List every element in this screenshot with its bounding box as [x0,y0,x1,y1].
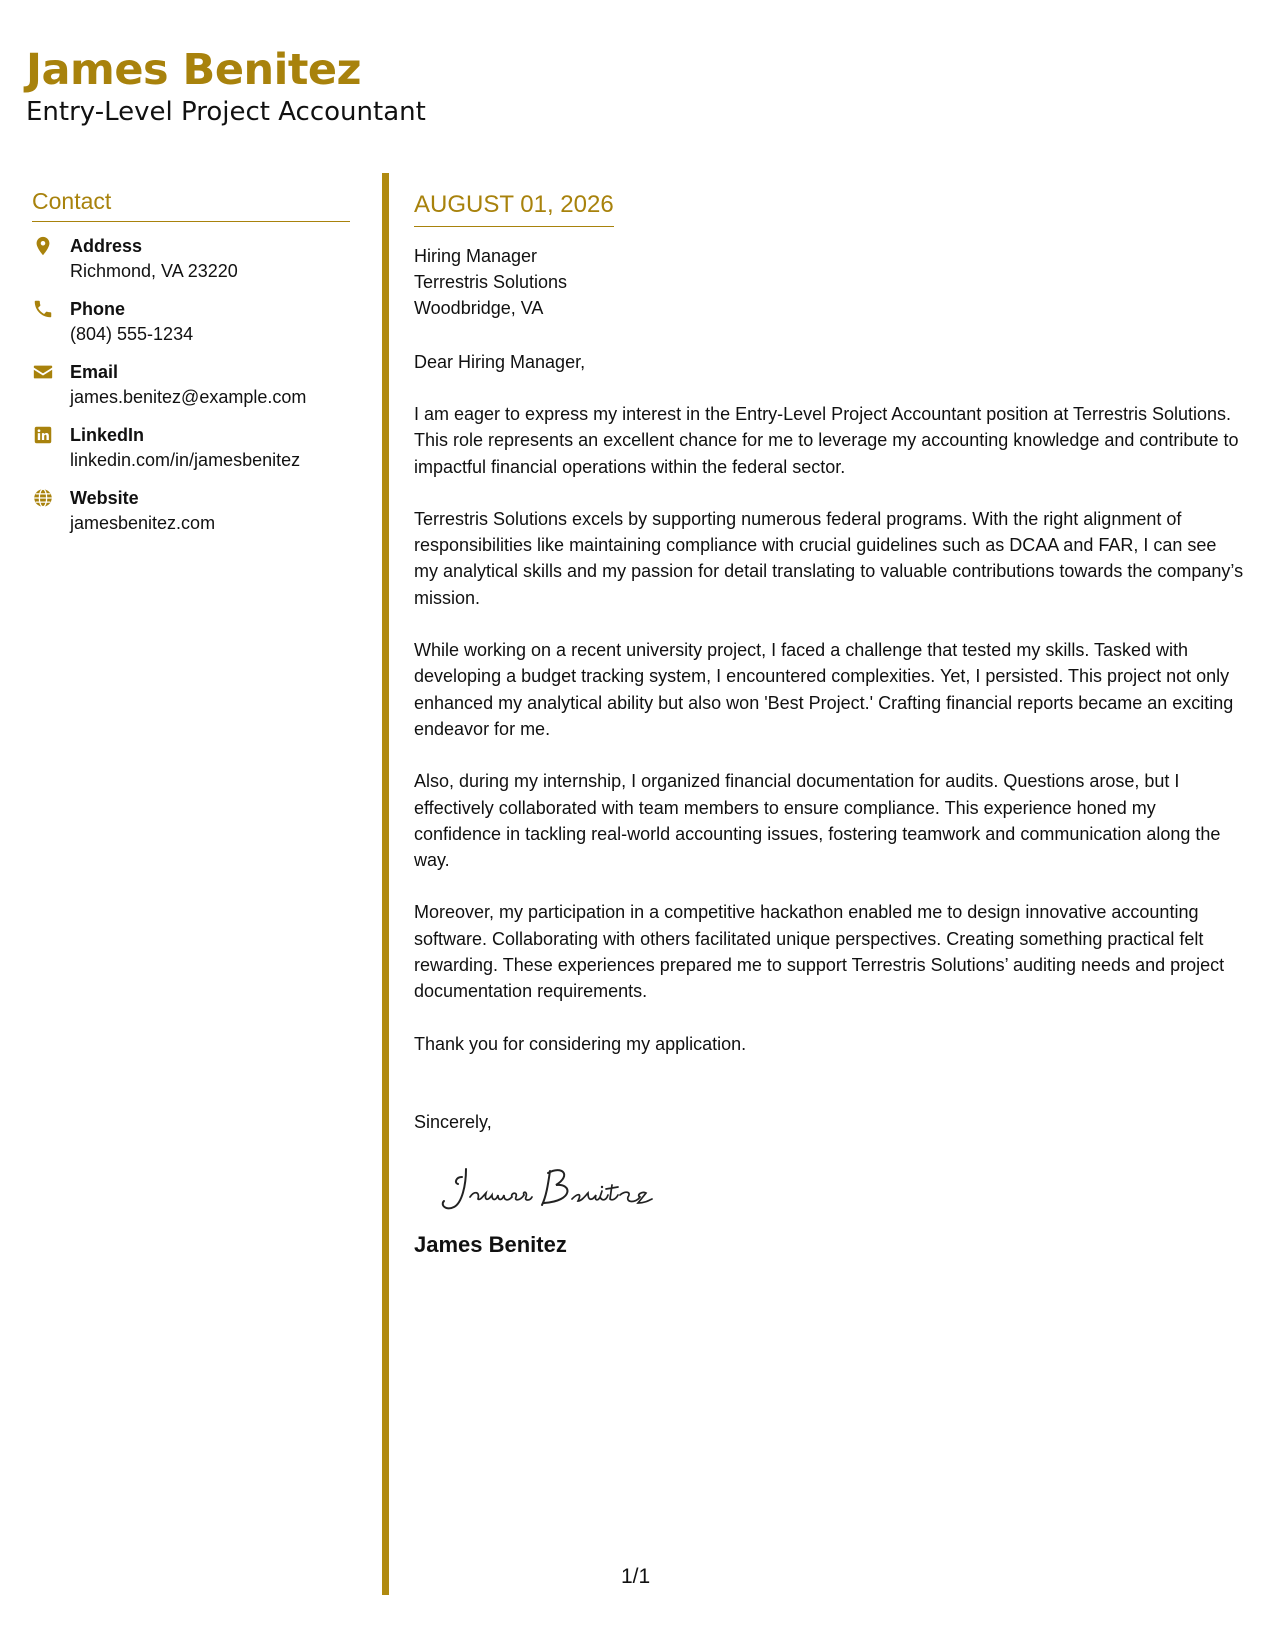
recipient-block [414,243,1244,321]
envelope-icon [32,361,54,383]
recipient-line: Hiring Manager [414,246,538,266]
contact-value-address: Richmond, VA 23220 [70,261,238,281]
contact-heading: Contact [32,186,350,222]
recipient-line: Terrestris Solutions [414,272,568,292]
contact-value-website: jamesbenitez.com [70,513,216,533]
letter-date: AUGUST 01, 2026 [414,190,614,227]
recipient-line: Woodbridge, VA [414,298,544,318]
phone-icon [32,298,54,320]
handwritten-signature [432,1155,1244,1225]
contact-item-address [32,234,350,284]
body-paragraph: Also, during my internship, I organized financial documentation for audits. Questions arose, but I effectively collaborated with team members to ensure compliance. This experience honed my confidence in tackling real-world accounting issues, fostering teamwork and communication along the way. [414,771,1221,871]
letter-body [414,190,1244,1259]
contact-label-email: Email [70,362,119,382]
body-paragraph: While working on a recent university project, I faced a challenge that tested my skills. Tasked with developing a budget tracking system, I encountered complexities. Yet, I persisted. This project not only enhanced my analytical ability but also won 'Best Project.' Crafting financial reports became an exciting endeavor for me. [414,640,1234,739]
contact-item-linkedin [32,423,350,473]
contact-item-email [32,360,350,410]
contact-label-website: Website [70,488,139,508]
contact-value-email: james.benitez@example.com [70,387,307,407]
map-pin-icon [32,235,54,257]
contact-sidebar [32,186,350,549]
linkedin-icon [32,424,54,446]
contact-value-phone: (804) 555-1234 [70,324,194,344]
contact-value-linkedin: linkedin.com/in/jamesbenitez [70,450,301,470]
contact-label-phone: Phone [70,299,126,319]
job-title: Entry-Level Project Accountant [26,97,426,127]
applicant-name: James Benitez [26,45,362,95]
body-paragraph: Terrestris Solutions excels by supporting numerous federal programs. With the right alignment of responsibilities like maintaining compliance with crucial guidelines such as DCAA and FAR, I can see my analytical skills and my passion for detail translating to valuable contributions towards the company’s mission. [414,508,1244,608]
globe-icon [32,487,54,509]
page-number: 1/1 [621,1565,651,1588]
contact-item-phone [32,297,350,347]
contact-item-website [32,486,350,536]
column-divider [382,173,389,1595]
contact-label-linkedin: LinkedIn [70,425,145,445]
body-paragraph: I am eager to express my interest in the Entry-Level Project Accountant position at Terrestris Solutions. This role represents an excellent chance for me to leverage my accounting knowledge and contribute to impactful financial operations within the federal sector. [414,404,1239,477]
body-paragraph: Moreover, my participation in a competitive hackathon enabled me to design innovative accounting software. Collaborating with others facilitated unique perspectives. Creating something practical felt rewarding. These experiences prepared me to support Terrestris Solutions’ auditing needs and project documentation requirements. [414,902,1225,1002]
letter-header [26,44,426,128]
signed-name: James Benitez [414,1231,567,1257]
thanks-line: Thank you for considering my application. [414,1033,747,1054]
contact-label-address: Address [70,236,143,256]
salutation: Dear Hiring Manager, [414,352,586,372]
closing-line: Sincerely, [414,1111,492,1132]
